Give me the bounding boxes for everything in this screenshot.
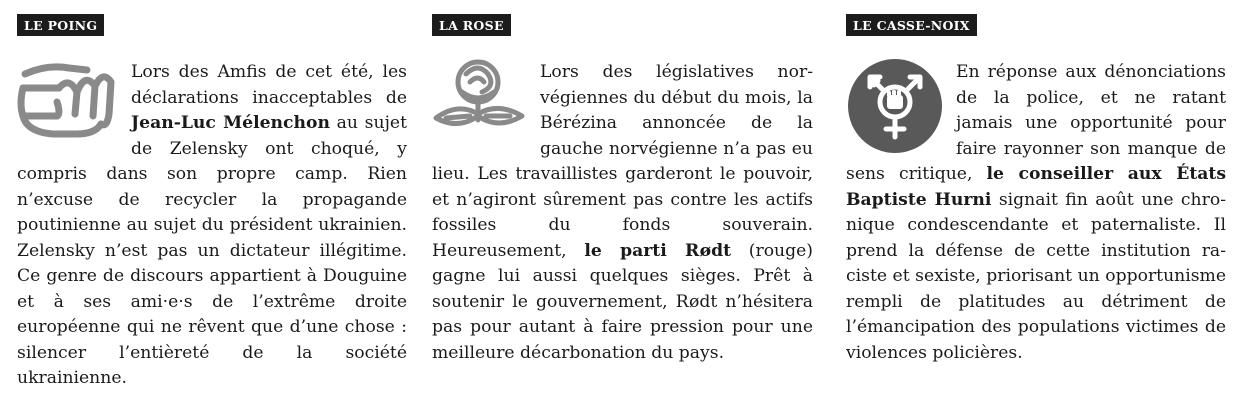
column-le-casse-noix	[846, 14, 1226, 366]
gender-fist-icon	[846, 57, 944, 155]
section-tag: LE CASSE-NOIX	[846, 14, 977, 36]
rose-icon	[426, 52, 532, 136]
section-tag: LA ROSE	[432, 14, 511, 36]
article-text: Lors des Amfis de cet été, les déclarations inacceptables de Jean-Luc Mélenchon au sujet de Zelensky ont choqué, y compris dans son propre camp. Rien n’excuse de recycler la propagande poutinienne au sujet du président ukrainien. Zelensky n’est pas un dictateur illégitime. Ce genre de discours appartient à Douguine et à ses ami·e·s de l’extrême droite européenne qui ne rêvent que d’une chose : silencer l’entièreté de la société ukrainienne.	[17, 60, 407, 392]
article-text: Lors des législatives norvégiennes du début du mois, la Bérézina annoncée de la gauche norvégienne n’a pas eu lieu. Les travaillistes garderont le pouvoir, et n’agiront sûrement pas contre les actifs fossiles du fonds souverain. Heureusement, le parti Rødt (rouge) gagne lui aussi quelques sièges. Prêt à soutenir le gouvernement, Rødt n’hésitera pas pour autant à faire pression pour une meilleure décarbonation du pays.	[432, 60, 813, 366]
column-le-poing	[17, 14, 407, 392]
column-la-rose	[432, 14, 813, 366]
article-text: En réponse aux dénonciations de la police, et ne ratant jamais une opportunité pour faire rayonner son manque de sens critique, le conseiller aux États Baptiste Hurni signait fin août une chronique condescendante et paternaliste. Il prend la défense de cette institution raciste et sexiste, priorisant un opportunisme rempli de platitudes au détriment de l’émancipation des populations victimes de violences policières.	[846, 60, 1226, 366]
fist-icon	[17, 58, 123, 142]
section-tag: LE POING	[17, 14, 104, 36]
